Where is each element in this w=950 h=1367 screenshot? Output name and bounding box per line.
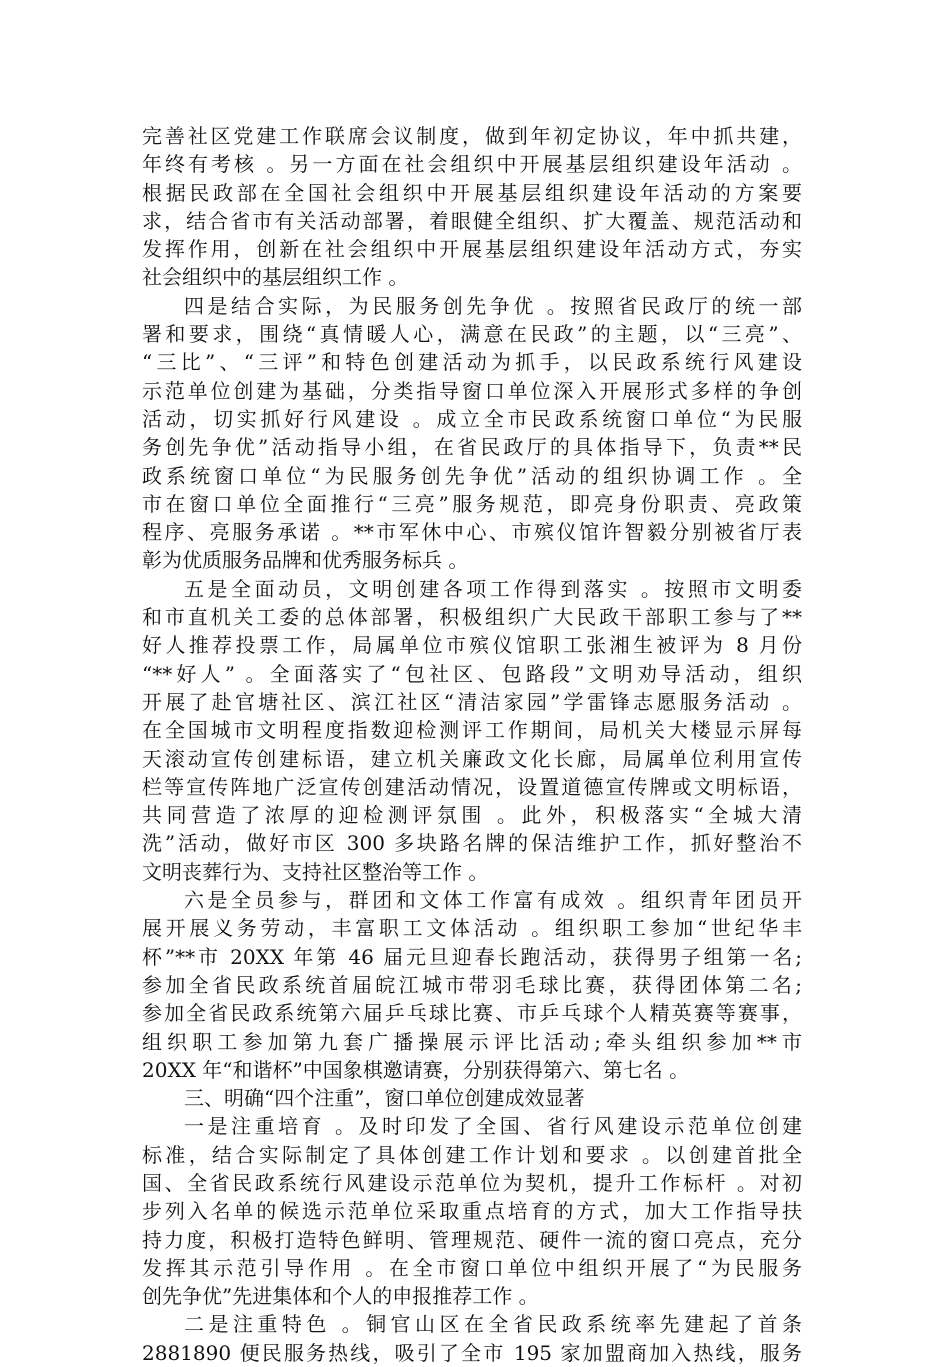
text-line: 示范单位创建为基础，分类指导窗口单位深入开展形式多样的争创 [142, 378, 802, 403]
text-line: 程序、亮服务承诺 。**市军休中心、市殡仪馆许智毅分别被省厅表 [142, 520, 802, 545]
text-line: 天滚动宣传创建标语，建立机关廉政文化长廊，局属单位利用宣传 [142, 746, 802, 771]
text-line: 好人推荐投票工作，局属单位市殡仪馆职工张湘生被评为 8 月份 [142, 633, 802, 658]
text-line: 栏等宣传阵地广泛宣传创建活动情况，设置道德宣传牌或文明标语， [142, 774, 802, 799]
paragraph-first-line: 六是全员参与，群团和文体工作富有成效 。组织青年团员开 [184, 888, 802, 913]
text-line: 标准，结合实际制定了具体创建工作计划和要求 。以创建首批全 [142, 1142, 802, 1167]
paragraph-first-line: 二是注重特色 。铜官山区在全省民政系统率先建起了首条 [184, 1312, 802, 1337]
text-line: 和市直机关工委的总体部署，积极组织广大民政干部职工参与了** [142, 605, 802, 630]
text-line: 2881890 便民服务热线，吸引了全市 195 家加盟商加入热线，服务 [142, 1340, 802, 1365]
text-line: 彰为优质服务品牌和优秀服务标兵 。 [142, 548, 469, 573]
text-line: 社会组织中的基层组织工作 。 [142, 265, 409, 290]
text-line: 展开展义务劳动，丰富职工文体活动 。组织职工参加“世纪华丰 [142, 916, 802, 941]
document-body [142, 122, 802, 1367]
text-line: “**好人” 。全面落实了“包社区、包路段”文明劝导活动，组织 [142, 661, 802, 686]
text-line: “三比”、“三评”和特色创建活动为抓手，以民政系统行风建设 [142, 350, 802, 375]
text-line: 求，结合省市有关活动部署，着眼健全组织、扩大覆盖、规范活动和 [142, 208, 802, 233]
text-line: 文明丧葬行为、支持社区整治等工作 。 [142, 859, 489, 884]
text-line: 发挥作用，创新在社会组织中开展基层组织建设年活动方式，夯实 [142, 237, 802, 262]
text-line: 参加全省民政系统首届皖江城市带羽毛球比赛，获得团体第二名; [142, 972, 802, 997]
paragraph-first-line: 四是结合实际，为民服务创先争优 。按照省民政厅的统一部 [184, 293, 802, 318]
text-line: 在全国城市文明程度指数迎检测评工作期间，局机关大楼显示屏每 [142, 718, 802, 743]
text-line: 持力度，积极打造特色鲜明、管理规范、硬件一流的窗口亮点，充分 [142, 1227, 802, 1252]
text-line: 国、全省民政系统行风建设示范单位为契机，提升工作标杆 。对初 [142, 1170, 802, 1195]
text-line: 参加全省民政系统第六届乒乓球比赛、市乒乓球个人精英赛等赛事， [142, 1001, 802, 1026]
text-line: 署和要求，围绕“真情暖人心，满意在民政”的主题，以“三亮”、 [142, 322, 802, 347]
text-line: 步列入名单的候选示范单位采取重点培育的方式，加大工作指导扶 [142, 1199, 802, 1224]
paragraph-first-line: 一是注重培育 。及时印发了全国、省行风建设示范单位创建 [184, 1114, 802, 1139]
text-line: 务创先争优”活动指导小组，在省民政厅的具体指导下，负责**民 [142, 435, 802, 460]
text-line: 洗”活动，做好市区 300 多块路名牌的保洁维护工作，抓好整治不 [142, 831, 802, 856]
text-line: 年终有考核 。另一方面在社会组织中开展基层组织建设年活动 。 [142, 152, 802, 177]
text-line: 根据民政部在全国社会组织中开展基层组织建设年活动的方案要 [142, 180, 802, 205]
text-line: 活动，切实抓好行风建设 。成立全市民政系统窗口单位“为民服 [142, 406, 802, 431]
paragraph-first-line: 五是全面动员，文明创建各项工作得到落实 。按照市文明委 [184, 576, 802, 601]
text-line: 完善社区党建工作联席会议制度，做到年初定协议，年中抓共建， [142, 124, 802, 148]
text-line: 政系统窗口单位“为民服务创先争优”活动的组织协调工作 。全 [142, 463, 802, 488]
text-line: 创先争优”先进集体和个人的申报推荐工作 。 [142, 1284, 539, 1309]
text-line: 杯”**市 20XX 年第 46 届元旦迎春长跑活动，获得男子组第一名; [142, 944, 802, 969]
text-line: 组织职工参加第九套广播操展示评比活动;牵头组织参加**市 [142, 1029, 802, 1054]
text-line: 发挥其示范引导作用 。在全市窗口单位中组织开展了“为民服务 [142, 1255, 802, 1280]
text-line: 共同营造了浓厚的迎检测评氛围 。此外，积极落实“全城大清 [142, 803, 802, 828]
text-line: 市在窗口单位全面推行“三亮”服务规范，即亮身份职责、亮政策 [142, 491, 802, 516]
text-line: 20XX 年“和谐杯”中国象棋邀请赛，分别获得第六、第七名 。 [142, 1057, 690, 1082]
paragraph-first-line: 三、明确“四个注重”，窗口单位创建成效显著 [184, 1086, 585, 1111]
text-line: 开展了赴官塘社区、滨江社区“清洁家园”学雷锋志愿服务活动 。 [142, 689, 802, 714]
